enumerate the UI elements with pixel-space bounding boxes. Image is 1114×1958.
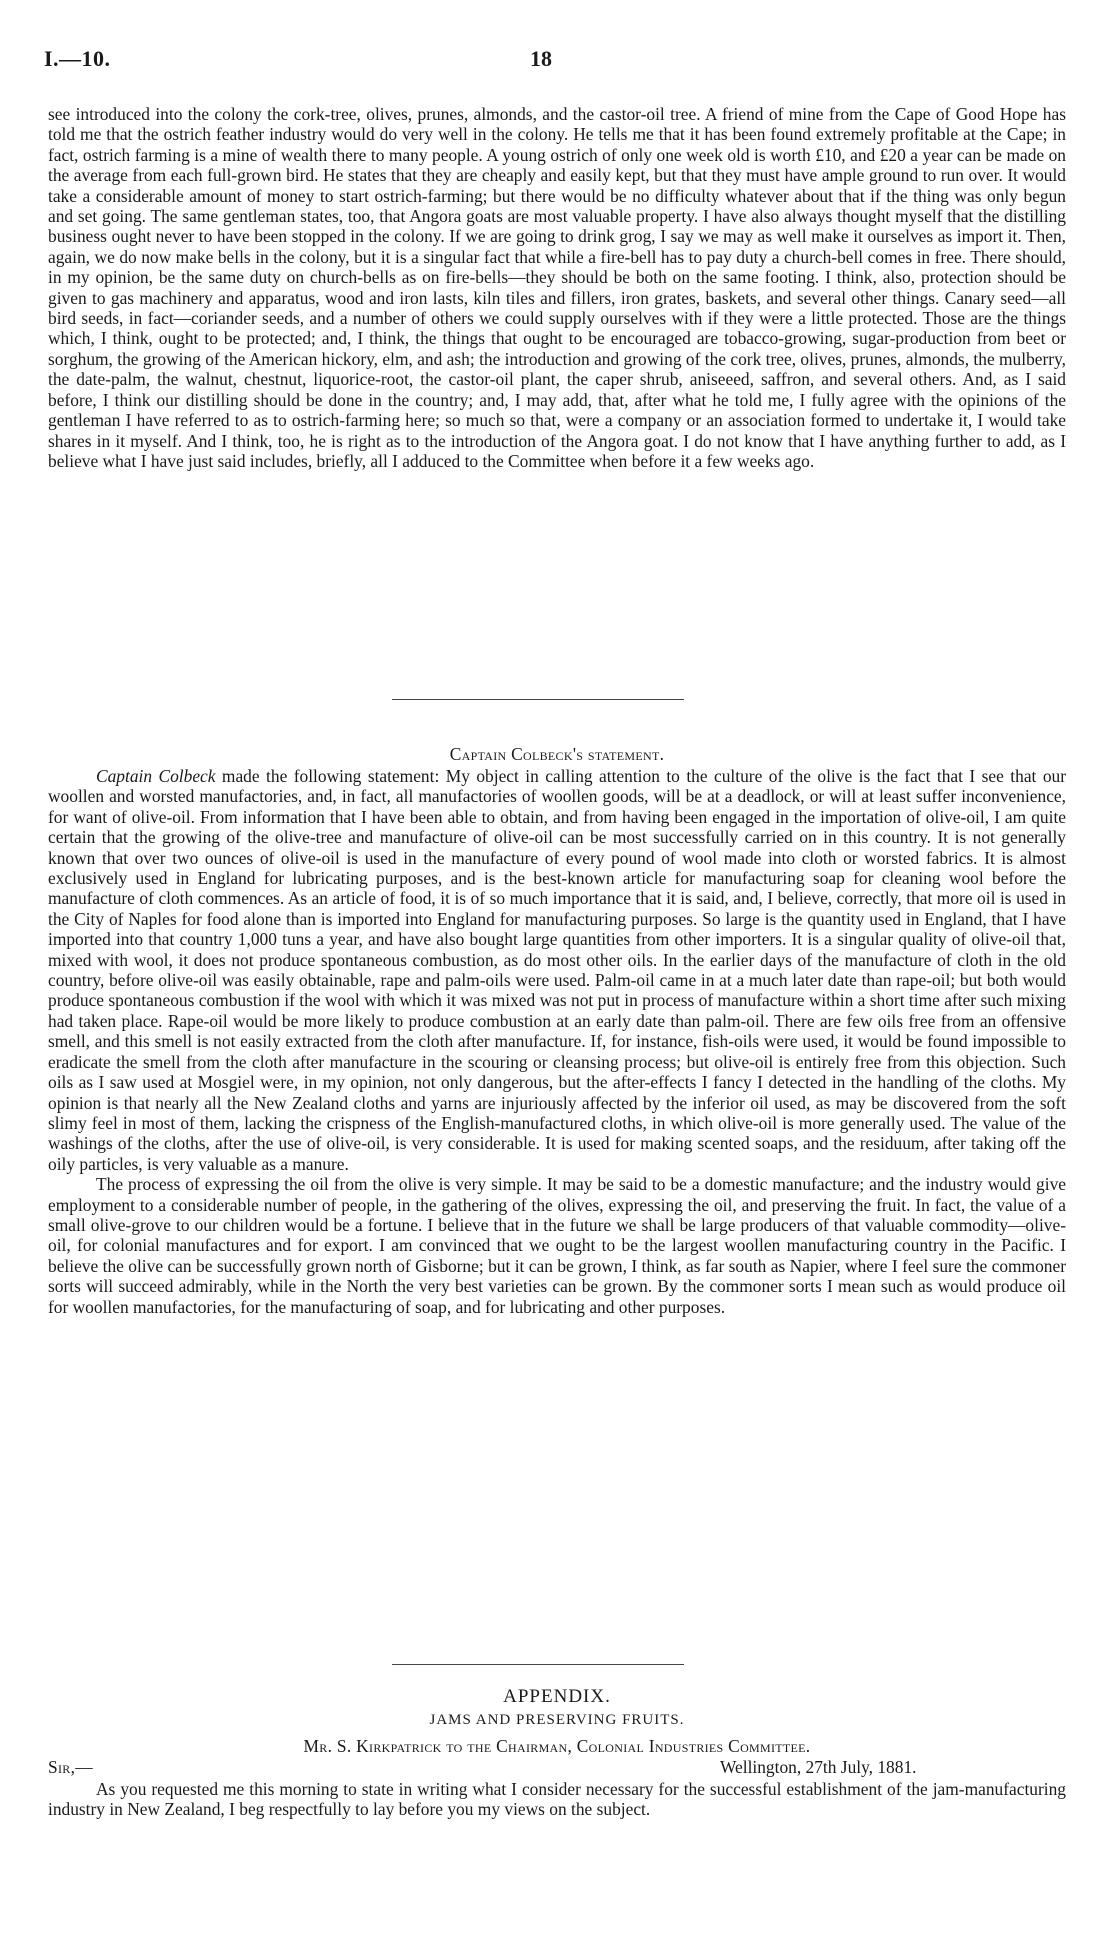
paper-reference: I.—10. — [44, 46, 111, 71]
section-title: Captain Colbeck's statement. — [449, 744, 665, 764]
statement-paragraph-2: The process of expressing the oil from the olive is very simple. It may be said to be a domestic manufacture; and the industry would give employment to a considerable number of people, in the gathering of the olives, expressing the oil, and preserving the fruit. In fact, the value of a small olive-grove to our children would be a fortune. I believe that in the future we shall be large producers of that valuable commodity—olive-oil, for colonial manufactures and for export. I am convinced that we ought to be the largest woollen manufacturing country in the Pacific. I believe the olive can be successfully grown north of Gisborne; but it can be grown, I think, as far south as Napier, where I feel sure the commoner sorts will succeed admirably, while in the North the very best varieties can be grown. By the commoner sorts I mean such as would produce oil for woollen manufactories, for the manufacturing of soap, and for lubricating and other purposes. — [48, 1174, 1066, 1317]
statement-text: made the following statement: My object in calling attention to the culture of the olive is the fact that I see that our woollen and worsted manufactories, and, in fact, all manufactories of woollen goods, will be at a deadlock, or will at least suffer inconvenience, for want of olive-oil. From information that I have been able to obtain, and from having been engaged in the importation of olive-oil, I am quite certain that the growing of the olive-tree and manufacture of olive-oil can be most successfully carried on in this country. It is not generally known that over two ounces of olive-oil is used in the manufacture of every pound of wool made into cloth or worsted fabrics. It is almost exclusively used in England for lubricating purposes, and is the best-known article for manufacturing soap for cleaning wool before the manufacture of cloth commences. As an article of food, it is of so much importance that it is said, and, I believe, correctly, that more oil is used in the City of Naples for food alone than is imported into England for manufacturing purposes. So large is the quantity used in England, that I have imported into that country 1,000 tuns a year, and have also bought large quantities from other importers. It is a singular quality of olive-oil that, mixed with wool, it does not produce spontaneous combustion, as do most other oils. In the earlier days of the manufacture of cloth in the old country, before olive-oil was easily obtainable, rape and palm-oils were used. Palm-oil came in at a much later date than rape-oil; but both would produce spontaneous combustion if the wool with which it was mixed was not put in process of manufacture within a short time after such mixing had taken place. Rape-oil would be more likely to produce combustion at an early date than palm-oil. There are few oils free from an offensive smell, and this smell is not easily extracted from the cloth after manufacture. If, for instance, fish-oils were used, it would be found impossible to eradicate the smell from the cloth after manufacture in the scouring or cleansing process; but olive-oil is entirely free from this objection. Such oils as I saw used at Mosgiel were, in my opinion, not only dangerous, but the after-effects I fancy I detected in the handling of the cloths. My opinion is that nearly all the New Zealand cloths and yarns are injuriously affected by the inferior oil used, as may be discovered from the soft slimy feel in most of them, lacking the crispness of the English-manufactured cloths, in which olive-oil is more generally used. The value of the washings of the cloths, after the use of olive-oil, is very considerable. It is used for making scented soaps, and the residuum, after taking off the oily particles, is very valuable as a manure. — [48, 766, 1067, 1174]
letter-paragraph: As you requested me this morning to state in writing what I consider necessary for the successful establishment of the jam-manufacturing industry in New Zealand, I beg respectfully to lay before you my views on the subject. — [48, 1779, 1066, 1820]
page-number: 18 — [530, 46, 552, 71]
letter-body — [48, 1779, 1066, 1820]
continued-paragraph — [48, 104, 1066, 471]
letter-heading: Mr. S. Kirkpatrick to the Chairman, Colonial Industries Committee. — [303, 1736, 811, 1756]
section-divider — [392, 1664, 684, 1665]
appendix-title: APPENDIX. — [503, 1686, 611, 1707]
paragraph-text: see introduced into the colony the cork-tree, olives, prunes, almonds, and the castor-oil tree. A friend of mine from the Cape of Good Hope has told me that the ostrich feather industry would do very well in the colony. He tells me that it has been found extremely profitable at the Cape; in fact, ostrich farming is a mine of wealth there to many people. A young ostrich of only one week old is worth £10, and £20 a year can be made on the average from each full-grown bird. He states that they are cheaply and easily kept, but that they must have ample ground to run over. It would take a considerable amount of money to start ostrich-farming; but there would be no difficulty whatever about that if the thing was only begun and set going. The same gentleman states, too, that Angora goats are most valuable property. I have also always thought myself that the distilling business ought never to have been stopped in the colony. If we are going to drink grog, I say we may as well make it ourselves as import it. Then, again, we do now make bells in the colony, but it is a singular fact that while a fire-bell has to pay duty a church-bell comes in free. There should, in my opinion, be the same duty on church-bells as on fire-bells—they should be both on the same footing. I think, also, protection should be given to gas machinery and apparatus, wood and iron lasts, kiln tiles and fillers, iron grates, baskets, and several other things. Canary seed—all bird seeds, in fact—coriander seeds, and a number of others we could supply ourselves with if they were a little protected. Those are the things which, I think, ought to be protected; and, I think, the things that ought to be encouraged are tobacco-growing, sugar-production from beet or sorghum, the growing of the American hickory, elm, and ash; the introduction and growing of the cork tree, olives, prunes, almonds, the mulberry, the date-palm, the walnut, chestnut, liquorice-root, the castor-oil plant, the caper shrub, aniseeed, saffron, and several others. And, as I said before, I think our distilling should be done in the country; and, I may add, that, after what he told me, I fully agree with the opinions of the gentleman I have referred to as to ostrich-farming here; so much so that, were a company or an association formed to undertake it, I would take shares in it myself. And I think, too, he is right as to the introduction of the Angora goat. I do not know that I have anything further to add, as I believe what I have just said includes, briefly, all I adduced to the Committee when before it a few weeks ago. — [48, 104, 1066, 471]
letter-dateline: Wellington, 27th July, 1881. — [720, 1757, 917, 1777]
statement-paragraph-1 — [48, 766, 1066, 1174]
appendix-subtitle: JAMS AND PRESERVING FRUITS. — [429, 1712, 685, 1728]
captain-statement — [48, 766, 1066, 1317]
salutation: Sir,— — [48, 1757, 93, 1777]
section-divider — [392, 699, 684, 700]
speaker-name: Captain Colbeck — [96, 766, 216, 786]
